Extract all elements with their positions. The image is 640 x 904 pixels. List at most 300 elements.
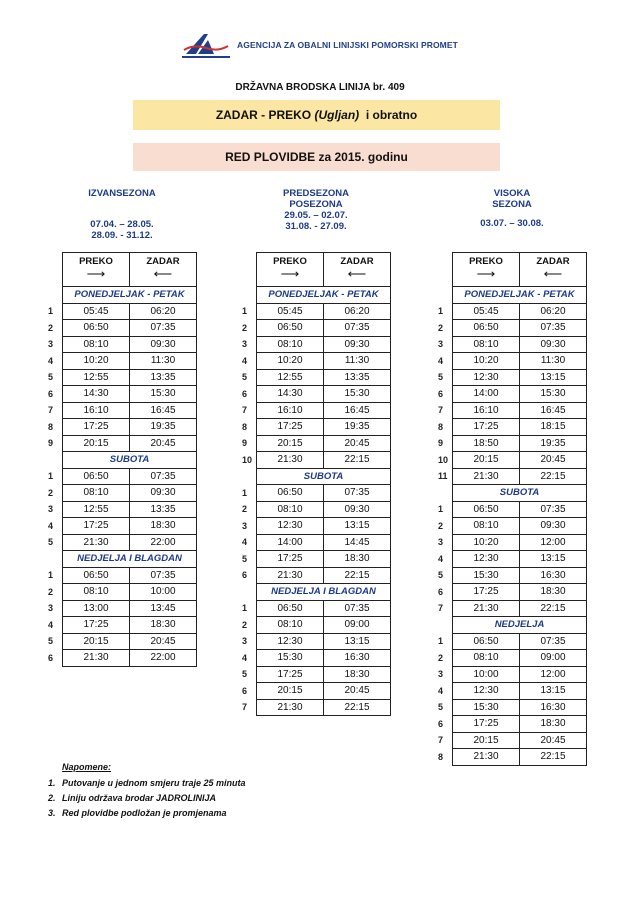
departure-zadar: 14:45 [324, 534, 391, 551]
section-header [438, 617, 587, 634]
departure-zadar: 22:15 [520, 600, 587, 617]
departure-preko: 17:25 [63, 617, 130, 634]
season-header [438, 188, 586, 229]
departure-zadar: 20:45 [324, 435, 391, 452]
departure-preko: 06:50 [257, 600, 324, 617]
table-row [48, 468, 197, 485]
departure-number: 1 [242, 487, 248, 498]
departure-zadar: 07:35 [130, 468, 197, 485]
route-main: ZADAR - PREKO [215, 108, 312, 122]
departure-zadar: 13:35 [324, 369, 391, 386]
departure-preko: 16:10 [453, 402, 520, 419]
table-row [242, 501, 391, 518]
direction-zadar [324, 253, 391, 287]
notes [48, 762, 246, 823]
table-row [48, 617, 197, 634]
table-row [438, 732, 587, 749]
departure-number: 5 [438, 372, 444, 383]
table-row [438, 584, 587, 601]
departure-preko: 21:30 [453, 468, 520, 485]
table-row [48, 320, 197, 337]
table-row [48, 336, 197, 353]
departure-zadar: 07:35 [520, 320, 587, 337]
departure-preko: 12:30 [257, 633, 324, 650]
season-gap [48, 199, 196, 219]
departure-preko: 06:50 [63, 567, 130, 584]
row-number-spacer [48, 452, 63, 469]
departure-preko: 20:15 [257, 683, 324, 700]
row-number-spacer [438, 287, 453, 304]
departure-number: 2 [242, 619, 248, 630]
departure-zadar: 07:35 [324, 320, 391, 337]
section-header [48, 452, 197, 469]
departure-preko: 10:00 [453, 666, 520, 683]
row-number-spacer [48, 551, 63, 568]
departure-number: 2 [242, 322, 248, 333]
departure-number: 4 [242, 355, 248, 366]
departure-number: 5 [242, 372, 248, 383]
row-number-spacer [48, 287, 63, 304]
departure-preko: 12:30 [453, 551, 520, 568]
departure-preko: 21:30 [453, 600, 520, 617]
departure-zadar: 18:30 [130, 617, 197, 634]
table-row [438, 666, 587, 683]
departure-zadar: 22:15 [520, 468, 587, 485]
arrow-left-icon: ⟵ [543, 266, 563, 281]
table-row [438, 419, 587, 436]
table-row [242, 303, 391, 320]
departure-number: 2 [48, 487, 54, 498]
departure-number: 2 [48, 586, 54, 597]
table-row [48, 501, 197, 518]
departure-number: 7 [438, 603, 444, 614]
table-row [242, 353, 391, 370]
departure-number: 4 [438, 553, 444, 564]
departure-number: 5 [438, 570, 444, 581]
departure-zadar: 22:15 [520, 749, 587, 766]
section-title: SUBOTA [63, 452, 197, 469]
departure-zadar: 13:35 [130, 501, 197, 518]
table-row [438, 699, 587, 716]
departure-preko: 05:45 [257, 303, 324, 320]
departure-preko: 08:10 [257, 617, 324, 634]
departure-preko: 17:25 [453, 584, 520, 601]
departure-number: 1 [242, 603, 248, 614]
departure-zadar: 22:00 [130, 650, 197, 667]
departure-preko: 08:10 [63, 336, 130, 353]
departure-preko: 06:50 [453, 320, 520, 337]
row-number-spacer [242, 287, 257, 304]
departure-zadar: 15:30 [130, 386, 197, 403]
departure-number: 8 [48, 421, 54, 432]
departure-preko: 18:50 [453, 435, 520, 452]
route-island: (Ugljan) [314, 108, 360, 122]
departure-zadar: 16:45 [520, 402, 587, 419]
departure-zadar: 12:00 [520, 666, 587, 683]
departure-zadar: 16:30 [520, 699, 587, 716]
section-title: PONEDJELJAK - PETAK [453, 287, 587, 304]
departure-zadar: 12:00 [520, 534, 587, 551]
table-row [438, 501, 587, 518]
table-row [48, 419, 197, 436]
table-row [242, 402, 391, 419]
departure-preko: 12:55 [257, 369, 324, 386]
departure-zadar: 20:45 [130, 435, 197, 452]
departure-zadar: 07:35 [324, 485, 391, 502]
departure-zadar: 06:20 [520, 303, 587, 320]
departure-preko: 08:10 [63, 485, 130, 502]
departure-number: 9 [242, 438, 248, 449]
direction-row [438, 253, 587, 287]
departure-zadar: 13:15 [324, 633, 391, 650]
departure-preko: 14:00 [257, 534, 324, 551]
departure-zadar: 09:30 [324, 501, 391, 518]
departure-preko: 21:30 [257, 452, 324, 469]
departure-preko: 20:15 [63, 435, 130, 452]
departure-preko: 15:30 [257, 650, 324, 667]
departure-zadar: 18:30 [130, 518, 197, 535]
table-row [242, 336, 391, 353]
departure-zadar: 13:15 [520, 683, 587, 700]
departure-preko: 17:25 [63, 419, 130, 436]
table-row [242, 485, 391, 502]
departure-number: 3 [242, 636, 248, 647]
departure-preko: 10:20 [63, 353, 130, 370]
row-number-spacer [48, 253, 63, 287]
departure-number: 2 [438, 322, 444, 333]
departure-zadar: 07:35 [324, 600, 391, 617]
section-header [438, 485, 587, 502]
table-row [48, 650, 197, 667]
table-row [242, 518, 391, 535]
departure-zadar: 15:30 [324, 386, 391, 403]
season-dates: 31.08. - 27.09. [285, 221, 347, 232]
table-row [438, 353, 587, 370]
departure-zadar: 10:00 [130, 584, 197, 601]
departure-zadar: 09:30 [520, 336, 587, 353]
departure-preko: 20:15 [453, 732, 520, 749]
departure-number: 6 [242, 388, 248, 399]
departure-zadar: 06:20 [130, 303, 197, 320]
departure-preko: 08:10 [453, 518, 520, 535]
table-row [48, 353, 197, 370]
table-row [438, 386, 587, 403]
departure-zadar: 09:30 [324, 336, 391, 353]
departure-number: 5 [48, 372, 54, 383]
route-title [133, 100, 500, 130]
departure-preko: 10:20 [257, 353, 324, 370]
table-row [242, 600, 391, 617]
departure-zadar: 16:45 [324, 402, 391, 419]
departure-preko: 20:15 [63, 633, 130, 650]
season-name: SEZONA [492, 199, 532, 210]
departure-number: 3 [48, 504, 54, 515]
departure-number: 11 [438, 471, 448, 482]
direction-zadar [520, 253, 587, 287]
table-row [242, 369, 391, 386]
table-row [438, 435, 587, 452]
section-title: PONEDJELJAK - PETAK [63, 287, 197, 304]
table-row [242, 419, 391, 436]
note-text: Putovanje u jednom smjeru traje 25 minuta [62, 778, 246, 788]
departure-zadar: 15:30 [520, 386, 587, 403]
departure-preko: 08:10 [453, 650, 520, 667]
departure-zadar: 09:30 [520, 518, 587, 535]
table-row [242, 435, 391, 452]
table-row [48, 485, 197, 502]
season-table [438, 252, 587, 766]
departure-preko: 05:45 [453, 303, 520, 320]
section-title: SUBOTA [453, 485, 587, 502]
table-row [242, 683, 391, 700]
departure-preko: 17:25 [257, 419, 324, 436]
departure-preko: 21:30 [63, 650, 130, 667]
table-row [438, 534, 587, 551]
table-row [438, 468, 587, 485]
departure-number: 6 [438, 718, 444, 729]
departure-preko: 14:30 [63, 386, 130, 403]
table-row [242, 452, 391, 469]
departure-zadar: 07:35 [130, 320, 197, 337]
departure-number: 3 [242, 520, 248, 531]
departure-preko: 17:25 [257, 551, 324, 568]
notes-title: Napomene: [62, 762, 112, 772]
table-row [48, 600, 197, 617]
departure-number: 8 [438, 421, 444, 432]
departure-preko: 17:25 [453, 716, 520, 733]
departure-zadar: 19:35 [130, 419, 197, 436]
departure-zadar: 18:30 [324, 666, 391, 683]
departure-preko: 13:00 [63, 600, 130, 617]
table-row [48, 402, 197, 419]
departure-preko: 05:45 [63, 303, 130, 320]
departure-preko: 20:15 [257, 435, 324, 452]
note-item [48, 793, 246, 803]
season-name: VISOKA [493, 188, 531, 199]
departure-preko: 12:55 [63, 369, 130, 386]
departure-zadar: 22:15 [324, 567, 391, 584]
table-row [242, 567, 391, 584]
table-row [438, 749, 587, 766]
direction-row [242, 253, 391, 287]
departure-number: 4 [48, 355, 54, 366]
departure-number: 5 [242, 669, 248, 680]
departure-zadar: 13:15 [520, 369, 587, 386]
departure-number: 3 [242, 339, 248, 350]
departure-number: 3 [438, 339, 444, 350]
direction-preko [63, 253, 130, 287]
departure-number: 1 [48, 306, 54, 317]
season-header [242, 188, 390, 232]
departure-zadar: 16:30 [324, 650, 391, 667]
departure-number: 10 [438, 454, 449, 465]
season-name: PREDSEZONA [283, 188, 349, 199]
departure-number: 6 [48, 652, 54, 663]
departure-preko: 21:30 [453, 749, 520, 766]
agency-name: AGENCIJA ZA OBALNI LINIJSKI POMORSKI PROMET [237, 40, 458, 50]
departure-number: 3 [438, 537, 444, 548]
departure-preko: 16:10 [63, 402, 130, 419]
departure-number: 4 [242, 537, 248, 548]
departure-zadar: 22:00 [130, 534, 197, 551]
direction-preko [257, 253, 324, 287]
departure-number: 4 [48, 520, 54, 531]
season-header [48, 188, 196, 241]
table-row [242, 650, 391, 667]
departure-preko: 17:25 [63, 518, 130, 535]
table-row [438, 303, 587, 320]
line-label: DRŽAVNA BRODSKA LINIJA br. 409 [235, 82, 405, 93]
departure-number: 7 [242, 702, 248, 713]
departure-zadar: 18:30 [520, 716, 587, 733]
section-header [242, 584, 391, 601]
departure-number: 7 [438, 735, 444, 746]
departure-number: 6 [48, 388, 54, 399]
departure-zadar: 07:35 [130, 567, 197, 584]
departure-number: 1 [438, 636, 444, 647]
departure-preko: 08:10 [63, 584, 130, 601]
season-name: IZVANSEZONA [88, 188, 156, 199]
table-row [48, 386, 197, 403]
departure-preko: 14:30 [257, 386, 324, 403]
table-row [438, 567, 587, 584]
departure-preko: 15:30 [453, 567, 520, 584]
departure-zadar: 11:30 [324, 353, 391, 370]
departure-zadar: 13:15 [324, 518, 391, 535]
direction-row [48, 253, 197, 287]
table-row [438, 320, 587, 337]
arrow-right-icon: ⟶ [476, 266, 496, 281]
departure-zadar: 09:30 [130, 336, 197, 353]
departure-zadar: 22:15 [324, 452, 391, 469]
table-row [242, 666, 391, 683]
departure-zadar: 09:00 [324, 617, 391, 634]
departure-preko: 12:30 [453, 683, 520, 700]
departure-zadar: 13:15 [520, 551, 587, 568]
departure-preko: 17:25 [257, 666, 324, 683]
section-title: PONEDJELJAK - PETAK [257, 287, 391, 304]
departure-preko: 21:30 [63, 534, 130, 551]
table-row [438, 683, 587, 700]
row-number-spacer [438, 617, 453, 634]
departure-number: 8 [242, 421, 248, 432]
departure-zadar: 19:35 [520, 435, 587, 452]
table-row [48, 518, 197, 535]
departure-number: 1 [438, 306, 444, 317]
departure-zadar: 11:30 [520, 353, 587, 370]
departure-number: 1 [48, 570, 54, 581]
note-item [48, 808, 246, 818]
section-header [48, 551, 197, 568]
row-number-spacer [242, 253, 257, 287]
direction-label: PREKO [469, 256, 503, 267]
table-row [438, 633, 587, 650]
note-text: Liniju održava brodar JADROLINIJA [62, 793, 217, 803]
direction-zadar [130, 253, 197, 287]
table-row [242, 551, 391, 568]
table-row [438, 402, 587, 419]
season-table [48, 252, 197, 667]
departure-preko: 06:50 [257, 320, 324, 337]
departure-number: 6 [438, 388, 444, 399]
table-row [438, 518, 587, 535]
departure-number: 4 [438, 685, 444, 696]
season-dates: 29.05. – 02.07. [284, 210, 348, 221]
table-row [438, 369, 587, 386]
table-row [438, 650, 587, 667]
row-number-spacer [242, 584, 257, 601]
direction-preko [453, 253, 520, 287]
departure-number: 5 [438, 702, 444, 713]
table-row [48, 303, 197, 320]
note-text: Red plovidbe podložan je promjenama [62, 808, 227, 818]
departure-number: 2 [438, 652, 444, 663]
section-title: NEDJELJA [453, 617, 587, 634]
departure-number: 4 [242, 652, 248, 663]
departure-number: 2 [242, 504, 248, 515]
departure-zadar: 07:35 [520, 633, 587, 650]
departure-zadar: 18:30 [520, 584, 587, 601]
departure-zadar: 20:45 [324, 683, 391, 700]
departure-zadar: 20:45 [520, 732, 587, 749]
table-row [242, 699, 391, 716]
departure-number: 5 [242, 553, 248, 564]
departure-zadar: 06:20 [324, 303, 391, 320]
departure-zadar: 19:35 [324, 419, 391, 436]
departure-number: 3 [438, 669, 444, 680]
arrow-right-icon: ⟶ [280, 266, 300, 281]
departure-number: 9 [438, 438, 444, 449]
departure-number: 1 [242, 306, 248, 317]
departure-zadar: 18:30 [324, 551, 391, 568]
table-row [48, 435, 197, 452]
departure-number: 3 [48, 339, 54, 350]
departure-preko: 16:10 [257, 402, 324, 419]
departure-preko: 15:30 [453, 699, 520, 716]
table-row [438, 452, 587, 469]
row-number-spacer [438, 485, 453, 502]
arrow-right-icon: ⟶ [86, 266, 106, 281]
departure-number: 6 [242, 570, 248, 581]
note-number: 3. [48, 808, 56, 818]
table-row [242, 617, 391, 634]
direction-label: PREKO [273, 256, 307, 267]
departure-number: 2 [438, 520, 444, 531]
departure-zadar: 09:30 [130, 485, 197, 502]
row-number-spacer [438, 253, 453, 287]
departure-preko: 06:50 [257, 485, 324, 502]
departure-preko: 12:55 [63, 501, 130, 518]
row-number-spacer [242, 468, 257, 485]
table-row [48, 633, 197, 650]
section-title: NEDJELJA I BLAGDAN [63, 551, 197, 568]
table-row [242, 386, 391, 403]
departure-preko: 06:50 [453, 501, 520, 518]
table-row [242, 633, 391, 650]
table-row [48, 534, 197, 551]
departure-preko: 08:10 [453, 336, 520, 353]
departure-number: 7 [48, 405, 54, 416]
season-table [242, 252, 391, 716]
section-header [48, 287, 197, 304]
departure-zadar: 20:45 [520, 452, 587, 469]
departure-number: 4 [438, 355, 444, 366]
departure-preko: 06:50 [453, 633, 520, 650]
departure-zadar: 09:00 [520, 650, 587, 667]
section-header [438, 287, 587, 304]
table-row [438, 551, 587, 568]
season-name: POSEZONA [289, 199, 343, 210]
